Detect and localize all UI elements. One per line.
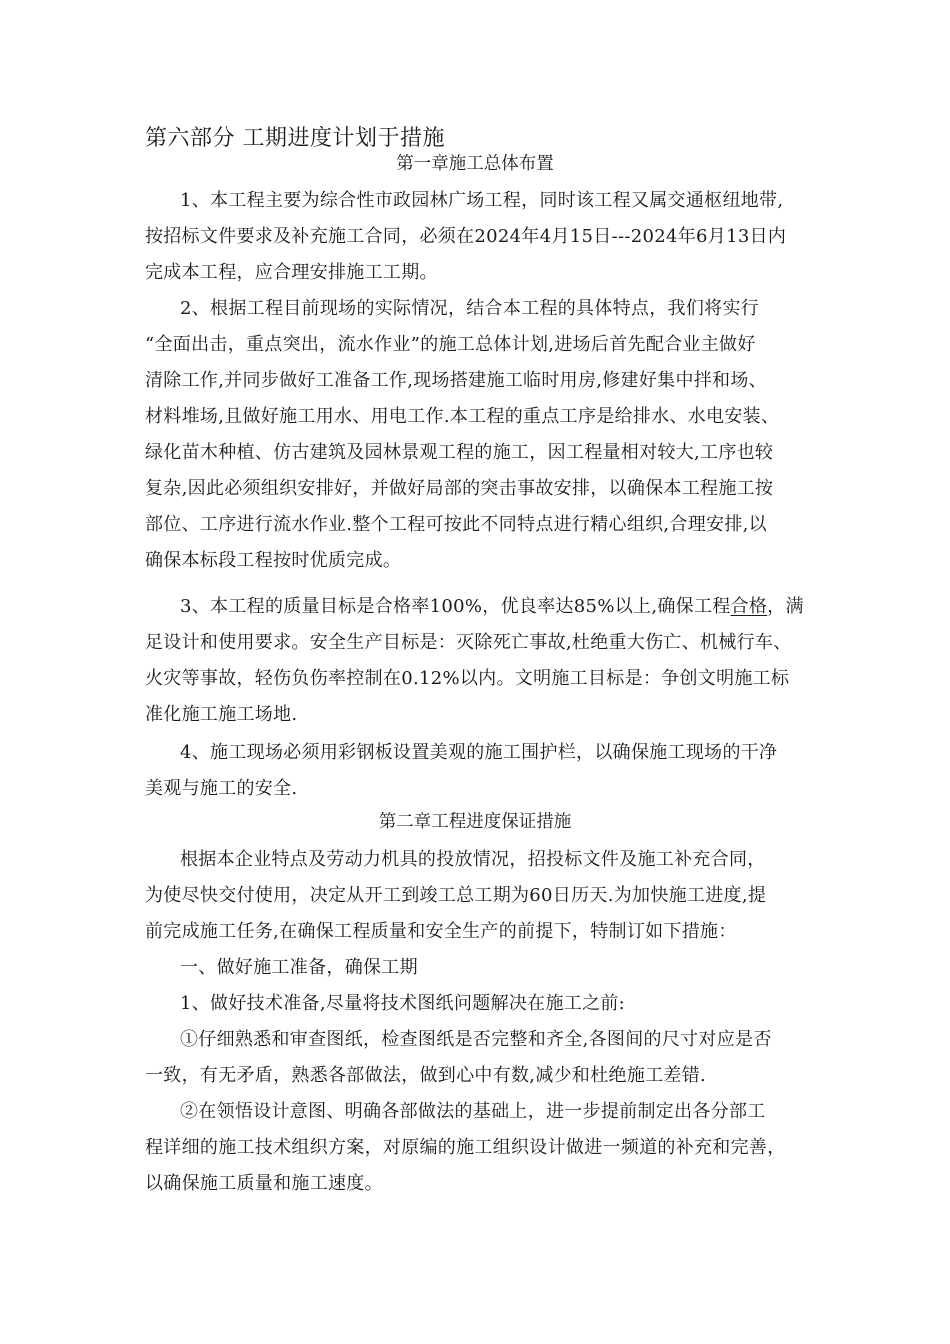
paragraph-line: 2、根据工程目前现场的实际情况，结合本工程的具体特点，我们将实行 bbox=[180, 298, 760, 319]
paragraph-line: 足设计和使用要求。安全生产目标是：灭除死亡事故,杜绝重大伤亡、机械行车、 bbox=[145, 632, 792, 653]
paragraph-line: ①仔细熟悉和审查图纸，检查图纸是否完整和齐全,各图间的尺寸对应是否 bbox=[180, 1029, 772, 1050]
text-segment: 3、本工程的质量目标是合格率100%，优良率达85%以上,确保工程 bbox=[180, 596, 731, 617]
paragraph-line: 材料堆场,且做好施工用水、用电工作.本工程的重点工序是给排水、水电安装、 bbox=[145, 406, 780, 427]
part-title: 第六部分 工期进度计划于措施 bbox=[145, 126, 445, 151]
paragraph-line: 确保本标段工程按时优质完成。 bbox=[145, 550, 402, 571]
paragraph-line: “全面出击，重点突出，流水作业”的施工总体计划,进场后首先配合业主做好 bbox=[145, 334, 756, 355]
paragraph-line: 4、施工现场必须用彩钢板设置美观的施工围护栏，以确保施工现场的干净 bbox=[180, 742, 778, 763]
paragraph-line: 清除工作,并同步做好工准备工作,现场搭建施工临时用房,修建好集中拌和场、 bbox=[145, 370, 767, 391]
paragraph-line: 为使尽快交付使用，决定从开工到竣工总工期为60日历天.为加快施工进度,提 bbox=[145, 885, 767, 906]
paragraph-line: 一致，有无矛盾，熟悉各部做法，做到心中有数,减少和杜绝施工差错. bbox=[145, 1065, 707, 1086]
paragraph-line: 准化施工施工场地. bbox=[145, 704, 298, 725]
paragraph-line: 前完成施工任务,在确保工程质量和安全生产的前提下，特制订如下措施： bbox=[145, 921, 737, 942]
paragraph-line: 一、做好施工准备，确保工期 bbox=[180, 957, 418, 978]
chapter-1-title: 第一章施工总体布置 bbox=[396, 154, 554, 174]
paragraph-line: 完成本工程，应合理安排施工工期。 bbox=[145, 262, 438, 283]
paragraph-line: 火灾等事故，轻伤负伤率控制在0.12%以内。文明施工目标是：争创文明施工标 bbox=[145, 668, 790, 689]
paragraph-line: 部位、工序进行流水作业.整个工程可按此不同特点进行精心组织,合理安排,以 bbox=[145, 514, 767, 535]
text-segment: ，满 bbox=[767, 596, 804, 617]
paragraph-line: 绿化苗木种植、仿古建筑及园林景观工程的施工，因工程量相对较大,工序也较 bbox=[145, 442, 774, 463]
paragraph-line: 按招标文件要求及补充施工合同，必须在2024年4月15日---2024年6月13日内 bbox=[145, 226, 787, 247]
paragraph-line: 程详细的施工技术组织方案，对原编的施工组织设计做进一频道的补充和完善， bbox=[145, 1137, 786, 1158]
paragraph-line: 美观与施工的安全. bbox=[145, 778, 298, 799]
paragraph-line: 1、本工程主要为综合性市政园林广场工程，同时该工程又属交通枢纽地带, bbox=[180, 190, 784, 211]
underlined-text: 合格 bbox=[730, 596, 768, 617]
chapter-2-title: 第二章工程进度保证措施 bbox=[378, 812, 572, 832]
paragraph-line bbox=[180, 592, 804, 618]
paragraph-line: 根据本企业特点及劳动力机具的投放情况，招投标文件及施工补充合同， bbox=[180, 849, 766, 870]
paragraph-line: ②在领悟设计意图、明确各部做法的基础上，进一步提前制定出各分部工 bbox=[180, 1101, 766, 1122]
paragraph-line: 1、做好技术准备,尽量将技术图纸问题解决在施工之前: bbox=[180, 993, 626, 1014]
paragraph-line: 复杂,因此必须组织安排好，并做好局部的突击事故安排，以确保本工程施工按 bbox=[145, 478, 774, 499]
paragraph-line: 以确保施工质量和施工速度。 bbox=[145, 1173, 383, 1194]
